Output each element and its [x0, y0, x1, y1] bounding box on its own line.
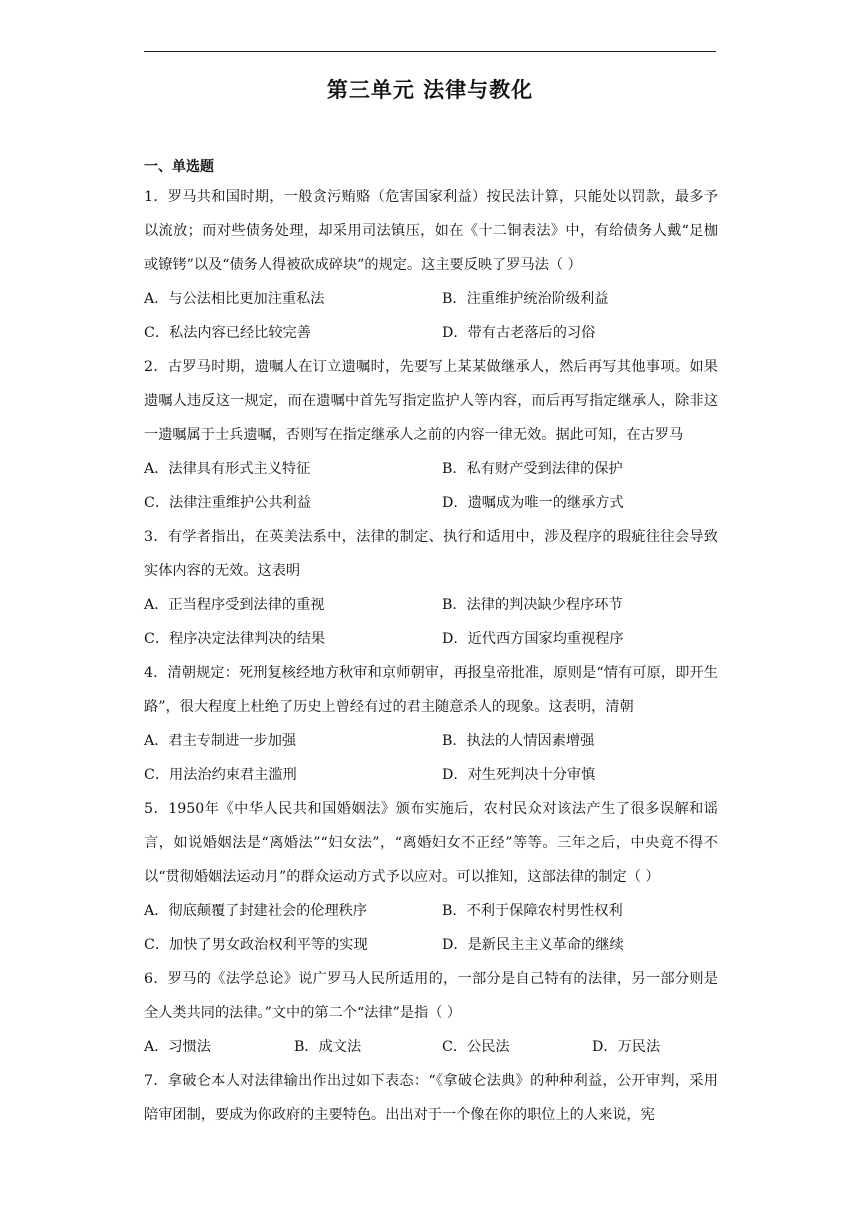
option-c[interactable]: C．公民法: [442, 1039, 510, 1055]
option-a[interactable]: A．与公法相比更加注重私法: [144, 291, 325, 307]
option-list: [144, 1030, 718, 1064]
option-d[interactable]: D．是新民主主义革命的继续: [442, 937, 624, 953]
option-a[interactable]: A．君主专制进一步加强: [144, 733, 297, 749]
option-a[interactable]: A．彻底颠覆了封建社会的伦理秩序: [144, 903, 368, 919]
option-b[interactable]: B．执法的人情因素增强: [442, 733, 595, 749]
option-a[interactable]: A．正当程序受到法律的重视: [144, 597, 325, 613]
option-b[interactable]: B．法律的判决缺少程序环节: [442, 597, 623, 613]
option-a[interactable]: A．习惯法: [144, 1039, 211, 1055]
question-list: [144, 180, 718, 1132]
question-4: [144, 656, 718, 792]
question-3: [144, 520, 718, 656]
question-2: [144, 350, 718, 520]
option-d[interactable]: D．对生死判决十分审慎: [442, 767, 596, 783]
option-list: [144, 724, 718, 792]
option-d[interactable]: D．带有古老落后的习俗: [442, 325, 596, 341]
page-title: 第三单元 法律与教化: [326, 78, 534, 102]
question-stem: 1．罗马共和国时期，一般贪污贿赂（危害国家利益）按民法计算，只能处以罚款，最多予以流放；而对些债务处理，却采用司法镇压，如在《十二铜表法》中，有给债务人戴“足枷或镣铐”以及“债务人得被砍成碎块”的规定。这主要反映了罗马法（ ）: [144, 189, 718, 273]
option-list: [144, 282, 718, 350]
question-stem: 2．古罗马时期，遗嘱人在订立遗嘱时，先要写上某某做继承人，然后再写其他事项。如果遗嘱人违反这一规定，而在遗嘱中首先写指定监护人等内容，而后再写指定继承人，除非这一遗嘱属于士兵遗嘱，否则写在指定继承人之前的内容一律无效。据此可知，在古罗马: [144, 359, 718, 443]
option-d[interactable]: D．近代西方国家均重视程序: [442, 631, 624, 647]
question-6: [144, 962, 718, 1064]
question-7: [144, 1064, 718, 1132]
option-a[interactable]: A．法律具有形式主义特征: [144, 461, 311, 477]
question-5: [144, 792, 718, 962]
option-c[interactable]: C．加快了男女政治权利平等的实现: [144, 937, 368, 953]
section-heading: 一、单选题: [144, 159, 214, 175]
option-b[interactable]: B．不利于保障农村男性权利: [442, 903, 623, 919]
option-list: [144, 452, 718, 520]
option-c[interactable]: C．用法治约束君主滥刑: [144, 767, 297, 783]
question-stem: 4．清朝规定：死刑复核经地方秋审和京师朝审，再报皇帝批准，原则是“情有可原，即开生路”，很大程度上杜绝了历史上曾经有过的君主随意杀人的现象。这表明，清朝: [144, 665, 718, 715]
option-list: [144, 588, 718, 656]
option-b[interactable]: B．私有财产受到法律的保护: [442, 461, 623, 477]
option-d[interactable]: D．遗嘱成为唯一的继承方式: [442, 495, 624, 511]
option-list: [144, 894, 718, 962]
option-c[interactable]: C．私法内容已经比较完善: [144, 325, 311, 341]
question-stem: 7．拿破仑本人对法律输出作出过如下表态：“《拿破仑法典》的种种利益，公开审判，采用陪审团制，要成为你政府的主要特色。出出对于一个像在你的职位上的人来说，宪: [144, 1073, 718, 1123]
question-stem: 3．有学者指出，在英美法系中，法律的制定、执行和适用中，涉及程序的瑕疵往往会导致实体内容的无效。这表明: [144, 529, 718, 579]
option-b[interactable]: B．成文法: [294, 1039, 362, 1055]
question-stem: 5．1950年《中华人民共和国婚姻法》颁布实施后，农村民众对该法产生了很多误解和谣言，如说婚姻法是“离婚法”“妇女法”，“离婚妇女不正经”等等。三年之后，中央竟不得不以“贯彻婚姻法运动月”的群众运动方式予以应对。可以推知，这部法律的制定（ ）: [144, 801, 718, 885]
question-stem: 6．罗马的《法学总论》说广罗马人民所适用的，一部分是自己特有的法律，另一部分则是全人类共同的法律。”文中的第二个“法律”是指（ ）: [144, 971, 718, 1021]
option-d[interactable]: D．万民法: [592, 1039, 661, 1055]
question-1: [144, 180, 718, 350]
header-rule: [144, 51, 716, 52]
option-c[interactable]: C．法律注重维护公共利益: [144, 495, 311, 511]
option-b[interactable]: B．注重维护统治阶级利益: [442, 291, 609, 307]
option-c[interactable]: C．程序决定法律判决的结果: [144, 631, 326, 647]
